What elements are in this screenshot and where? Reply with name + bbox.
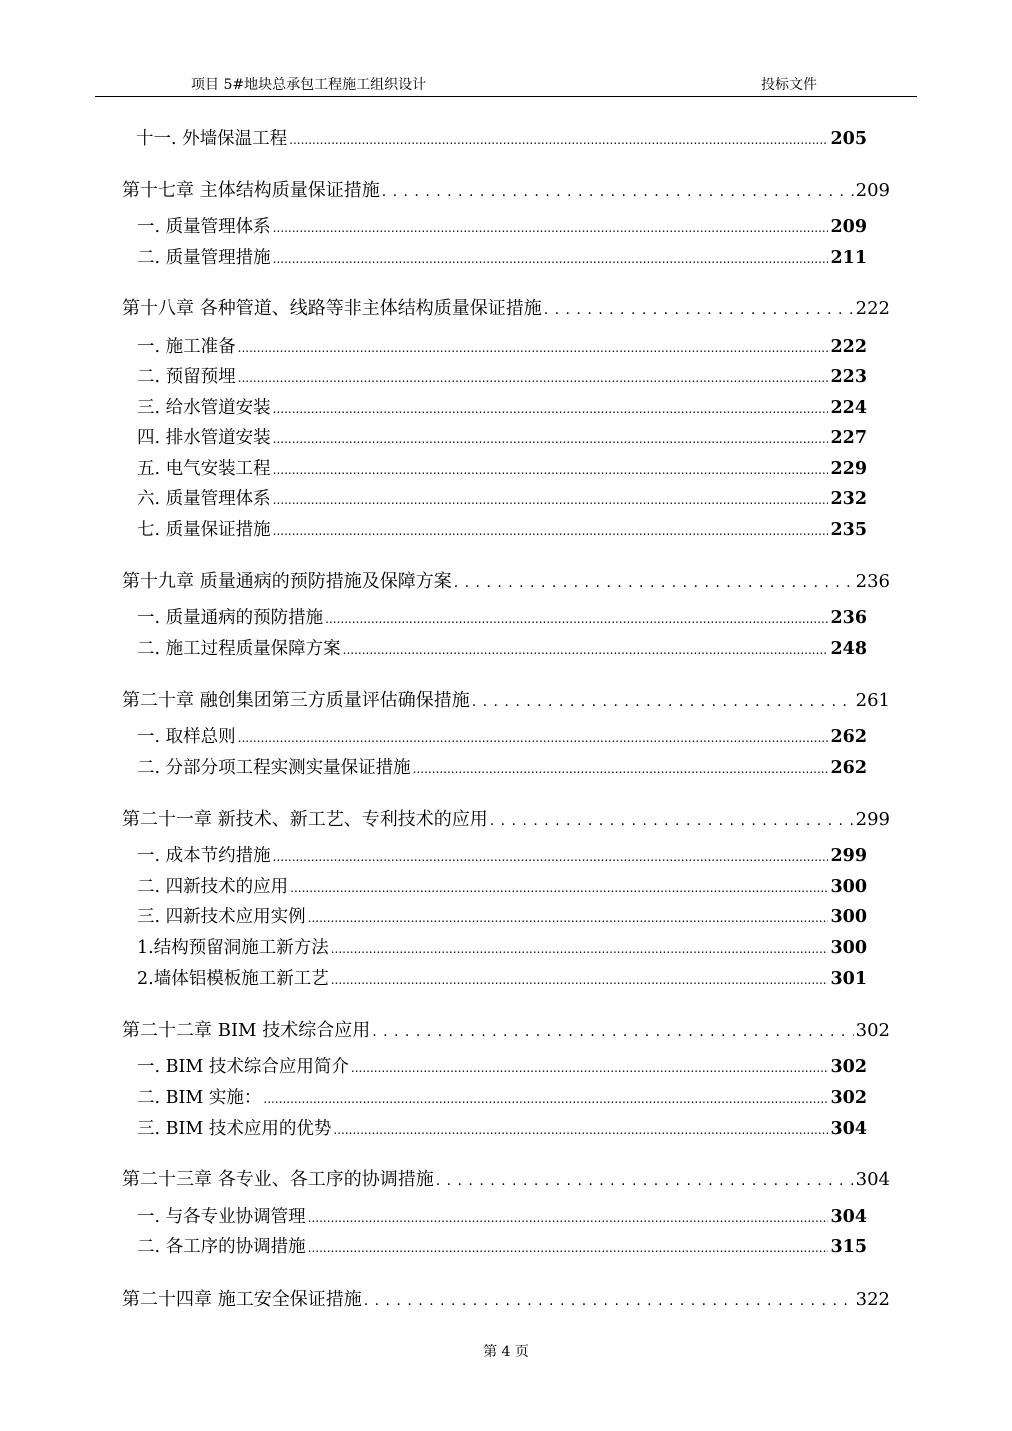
toc-leader-dots [238, 340, 829, 354]
toc-leader-dots [343, 642, 829, 656]
toc-entry-title: 第二十二章 BIM 技术综合应用 [122, 1020, 371, 1041]
toc-entry-title: 第二十三章 各专业、各工序的协调措施 [122, 1169, 434, 1190]
toc-entry-title: 十一. 外墙保温工程 [136, 129, 288, 149]
toc-leader-dots [472, 694, 854, 708]
toc-page-number: 300 [830, 938, 867, 958]
toc-section-entry[interactable] [137, 519, 867, 541]
toc-page-number: 236 [830, 608, 867, 628]
toc-page-number: 222 [830, 337, 867, 357]
toc-entry-title: 三. 给水管道安装 [137, 398, 271, 418]
toc-entry-title: 四. 排水管道安装 [137, 428, 271, 448]
toc-leader-dots [490, 813, 854, 827]
toc-leader-dots [372, 1024, 853, 1038]
toc-entry-title: 七. 质量保证措施 [137, 520, 271, 540]
toc-page-number: 235 [830, 520, 867, 540]
toc-leader-dots [325, 611, 828, 625]
toc-section-entry[interactable] [137, 366, 867, 388]
toc-leader-dots [308, 1210, 829, 1224]
toc-leader-dots [273, 401, 829, 415]
toc-entry-title: 1.结构预留洞施工新方法 [137, 938, 329, 958]
toc-leader-dots [238, 730, 829, 744]
toc-page-number: 299 [830, 846, 867, 866]
toc-chapter-entry[interactable] [122, 298, 890, 320]
toc-section-entry[interactable] [137, 937, 867, 959]
toc-entry-title: 五. 电气安装工程 [137, 459, 271, 479]
header-doc-type: 投标文件 [761, 77, 817, 93]
toc-page-number: 222 [855, 298, 890, 319]
toc-leader-dots [351, 1060, 829, 1074]
toc-leader-dots [331, 972, 829, 986]
toc-section-entry[interactable] [137, 1206, 867, 1228]
header-project-title: 项目 5#地块总承包工程施工组织设计 [191, 77, 427, 93]
toc-chapter-entry[interactable] [122, 571, 890, 593]
toc-section-entry[interactable] [137, 488, 867, 510]
toc-section-entry[interactable] [137, 906, 867, 928]
toc-page-number: 262 [830, 758, 867, 778]
toc-leader-dots [263, 1091, 828, 1105]
toc-chapter-entry[interactable] [122, 809, 890, 831]
toc-leader-dots [544, 302, 854, 316]
toc-page-number: 262 [830, 727, 867, 747]
toc-page-number: 302 [830, 1057, 867, 1077]
toc-entry-title: 一. 取样总则 [137, 727, 236, 747]
toc-entry-title: 一. 与各专业协调管理 [137, 1207, 306, 1227]
toc-section-entry[interactable] [137, 638, 867, 660]
toc-chapter-entry[interactable] [122, 1289, 890, 1311]
toc-entry-title: 二. 质量管理措施 [137, 248, 271, 268]
toc-section-entry[interactable] [137, 968, 867, 990]
toc-chapter-entry[interactable] [122, 180, 890, 202]
toc-chapter-entry[interactable] [122, 690, 890, 712]
toc-entry-title: 一. 成本节约措施 [137, 846, 271, 866]
toc-leader-dots [454, 575, 854, 589]
toc-section-entry[interactable] [137, 427, 867, 449]
toc-section-entry[interactable] [137, 1118, 867, 1140]
toc-entry-title: 第十八章 各种管道、线路等非主体结构质量保证措施 [122, 298, 542, 319]
toc-leader-dots [273, 523, 829, 537]
toc-section-entry[interactable] [137, 216, 867, 238]
toc-entry-title: 一. BIM 技术综合应用简介 [137, 1057, 349, 1077]
toc-page-number: 302 [830, 1088, 867, 1108]
toc-entry-title: 一. 质量管理体系 [137, 217, 271, 237]
toc-page-number: 299 [855, 809, 890, 830]
toc-page-number: 232 [830, 489, 867, 509]
toc-section-entry[interactable] [137, 458, 867, 480]
page-number: 第 4 页 [483, 1344, 529, 1360]
toc-entry-title: 一. 施工准备 [137, 337, 236, 357]
toc-entry-title: 第十九章 质量通病的预防措施及保障方案 [122, 571, 452, 592]
toc-section-entry[interactable] [137, 757, 867, 779]
toc-leader-dots [273, 492, 829, 506]
toc-leader-dots [308, 1240, 829, 1254]
toc-page-number: 304 [855, 1169, 890, 1190]
toc-entry-title: 二. BIM 实施： [137, 1088, 262, 1108]
toc-page-number: 223 [830, 367, 867, 387]
toc-page-number: 227 [830, 428, 867, 448]
toc-chapter-entry[interactable] [122, 1169, 890, 1191]
toc-page-number: 315 [830, 1237, 867, 1257]
toc-leader-dots [331, 941, 829, 955]
toc-section-entry[interactable] [137, 1087, 867, 1109]
toc-entry-title: 二. 施工过程质量保障方案 [137, 639, 341, 659]
toc-entry-title: 第二十四章 施工安全保证措施 [122, 1289, 362, 1310]
page-header [95, 70, 917, 97]
toc-section-entry[interactable] [137, 247, 867, 269]
toc-leader-dots [273, 251, 829, 265]
toc-page-number: 229 [830, 459, 867, 479]
toc-leader-dots [413, 761, 829, 775]
toc-leader-dots [436, 1173, 854, 1187]
toc-page-number: 209 [855, 180, 890, 201]
toc-section-entry[interactable] [137, 876, 867, 898]
toc-page-number: 300 [830, 877, 867, 897]
toc-section-entry[interactable] [137, 607, 867, 629]
toc-entry-title: 三. BIM 技术应用的优势 [137, 1119, 332, 1139]
toc-leader-dots [273, 849, 829, 863]
toc-page-number: 302 [855, 1020, 890, 1041]
toc-page-number: 304 [830, 1207, 867, 1227]
toc-entry-title: 六. 质量管理体系 [137, 489, 271, 509]
toc-page-number: 205 [830, 129, 867, 149]
toc-chapter-entry[interactable] [122, 1020, 890, 1042]
toc-page-number: 211 [830, 248, 867, 268]
toc-leader-dots [273, 220, 829, 234]
toc-section-entry[interactable] [137, 336, 867, 358]
toc-leader-dots [308, 910, 829, 924]
toc-page-number: 236 [855, 571, 890, 592]
toc-leader-dots [382, 184, 854, 198]
toc-page-number: 224 [830, 398, 867, 418]
toc-leader-dots [364, 1293, 854, 1307]
toc-page-number: 304 [830, 1119, 867, 1139]
toc-section-entry[interactable] [137, 397, 867, 419]
toc-section-entry[interactable] [137, 1236, 867, 1258]
toc-entry-title: 三. 四新技术应用实例 [137, 907, 306, 927]
toc-leader-dots [289, 132, 828, 146]
toc-page-number: 300 [830, 907, 867, 927]
toc-entry-title: 第二十一章 新技术、新工艺、专利技术的应用 [122, 809, 488, 830]
toc-entry-title: 二. 各工序的协调措施 [137, 1237, 306, 1257]
toc-entry-title: 一. 质量通病的预防措施 [137, 608, 324, 628]
toc-leader-dots [273, 431, 829, 445]
toc-entry-title: 第二十章 融创集团第三方质量评估确保措施 [122, 690, 470, 711]
toc-section-entry[interactable] [137, 726, 867, 748]
toc-page-number: 209 [830, 217, 867, 237]
toc-entry-title: 二. 预留预埋 [137, 367, 236, 387]
toc-page-number: 322 [855, 1289, 890, 1310]
toc-entry-title: 二. 分部分项工程实测实量保证措施 [137, 758, 411, 778]
toc-leader-dots [290, 880, 828, 894]
toc-entry-title: 二. 四新技术的应用 [137, 877, 289, 897]
toc-page-number: 248 [830, 639, 867, 659]
toc-page-number: 261 [855, 690, 890, 711]
toc-section-entry[interactable] [137, 845, 867, 867]
toc-section-entry[interactable] [137, 1056, 867, 1078]
toc-page-number: 301 [830, 969, 867, 989]
toc-entry-title: 2.墙体铝模板施工新工艺 [137, 969, 329, 989]
toc-leader-dots [273, 462, 829, 476]
toc-leader-dots [238, 370, 829, 384]
toc-leader-dots [333, 1122, 828, 1136]
toc-section-entry[interactable] [136, 128, 867, 150]
toc-entry-title: 第十七章 主体结构质量保证措施 [122, 180, 380, 201]
